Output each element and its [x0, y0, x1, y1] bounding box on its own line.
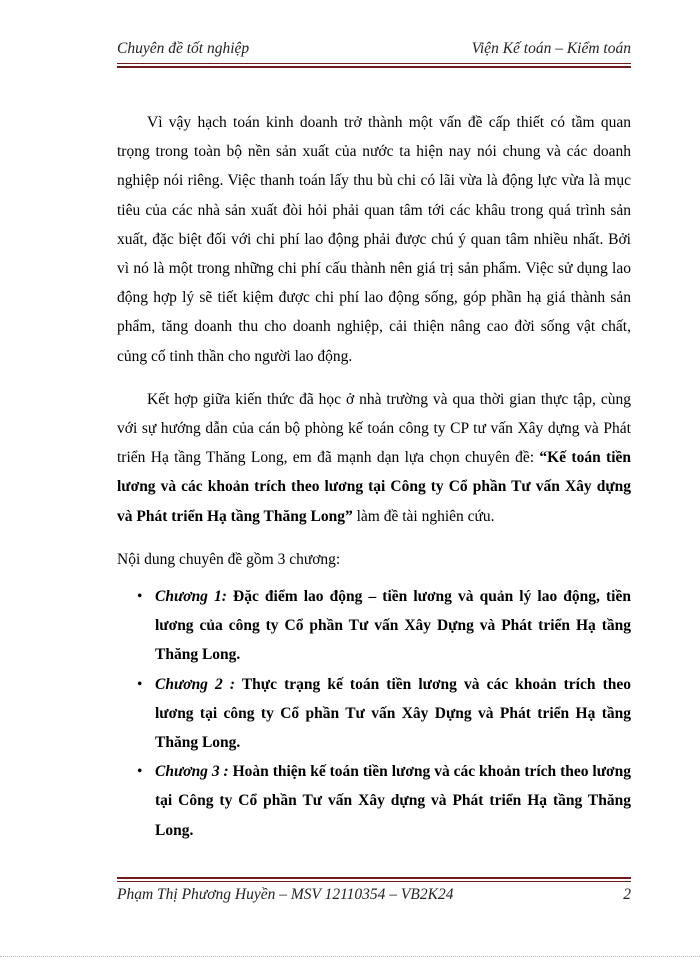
- chapter-3-text: Hoàn thiện kế toán tiền lương và các khoản trích theo lương tại Công ty Cổ phần Tư vấn Xây dựng và Phát triển Hạ tầng Thăng Long.: [155, 763, 631, 839]
- footer-rule-thin: [117, 881, 631, 882]
- paragraph-3: Nội dung chuyên đề gồm 3 chương:: [117, 550, 341, 568]
- paragraph-1: Vì vậy hạch toán kinh doanh trở thành một vấn đề cấp thiết có tầm quan trọng trong toàn bộ nền sản xuất của nước ta hiện nay nói chung và các doanh nghiệp nói riêng. Việc thanh toán lấy thu bù chi có lãi vừa là động lực vừa là mục tiêu của các nhà sản xuất đòi hỏi phải quan tâm tới các khâu trong quá trình sản xuất, đặc biệt đối với chi phí lao động phải được chú ý quan tâm nhiều nhất. Bởi vì nó là một trong những chi phí cấu thành nên giá trị sản phẩm. Việc sử dụng lao động hợp lý sẽ tiết kiệm được chi phí lao động sống, góp phần hạ giá thành sản phẩm, tăng doanh thu cho doanh nghiệp, cải thiện nâng cao đời sống vật chất, củng cố tinh thần cho người lao động.: [117, 114, 631, 365]
- bullet-icon: •: [137, 588, 143, 606]
- header-rule-thin: [117, 63, 631, 64]
- header-right-text: Viện Kế toán – Kiểm toán: [471, 40, 631, 57]
- chapter-1-text: Đặc điểm lao động – tiền lương và quản lý lao động, tiền lương của công ty Cổ phần Tư vấn Xây Dựng và Phát triển Hạ tầng Thăng Long.: [155, 588, 631, 664]
- paragraph-2-end: làm đề tài nghiên cứu.: [352, 507, 495, 525]
- header-rule-thick: [117, 66, 631, 68]
- chapter-item-1: [117, 582, 631, 670]
- header-left-text: Chuyên đề tốt nghiệp: [117, 40, 250, 57]
- chapter-item-2: [117, 670, 631, 758]
- bullet-icon: •: [137, 763, 143, 781]
- document-body: [117, 108, 631, 845]
- paragraph-2-start: Kết hợp giữa kiến thức đã học ở nhà trường và qua thời gian thực tập, cùng với sự hướng dẫn của cán bộ phòng kế toán công ty CP tư vấn Xây dựng và Phát triển Hạ tầng Thăng Long, em đã mạnh dạn lựa chọn chuyên đề:: [117, 390, 631, 467]
- chapter-3-label: Chương 3 :: [155, 763, 229, 781]
- paragraph-2: [117, 385, 631, 531]
- page-number: 2: [623, 886, 631, 903]
- chapter-item-3: [117, 757, 631, 845]
- chapter-2-label: Chương 2 :: [155, 675, 236, 693]
- page-edge-divider: [0, 956, 700, 957]
- footer-rule-thick: [117, 877, 631, 879]
- chapter-1-label: Chương 1:: [155, 588, 227, 606]
- footer-left-text: Phạm Thị Phương Huyền – MSV 12110354 – VB2K24: [117, 886, 454, 903]
- chapter-list: [117, 582, 631, 845]
- thesis-title: “Kế toán tiền lương và các khoản trích theo lương tại Công ty Cổ phần Tư vấn Xây dựng và Phát triển Hạ tầng Thăng Long”: [117, 449, 632, 525]
- bullet-icon: •: [137, 675, 143, 693]
- chapter-2-text: Thực trạng kế toán tiền lương và các khoản trích theo lương tại công ty Cổ phần Tư vấn Xây Dựng và Phát triển Hạ tầng Thăng Long.: [155, 675, 631, 752]
